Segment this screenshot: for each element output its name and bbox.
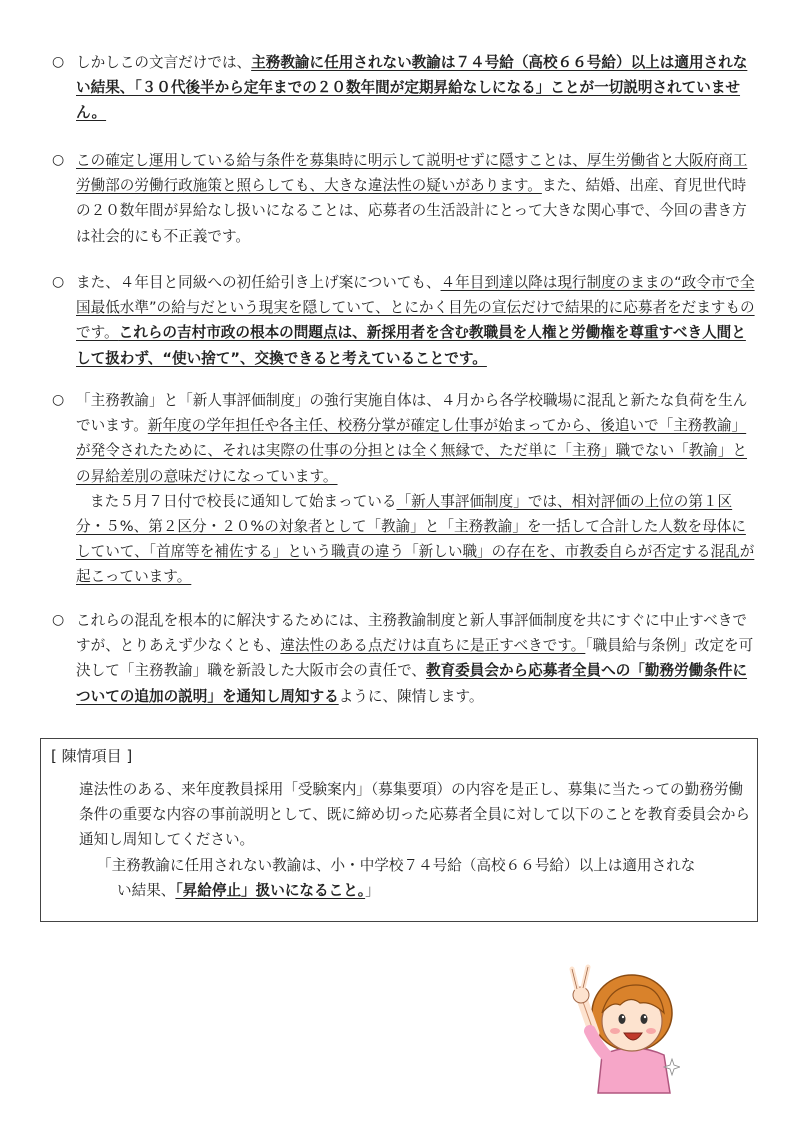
petition-quote-line-1: 「主務教諭に任用されない教諭は、小・中学校７４号給（高校６６号給）以上は適用されな: [97, 856, 696, 874]
p3-text-1: また、４年目と同級への初任給引き上げ案についても、: [76, 274, 441, 291]
p1-text-2-underlined: 主務教諭に任用されない教諭は７４号給（高校６６号給）以上は適用されない結果、「３０代後半から定年までの２０数年間が定期昇給なしになる」ことが一切説明されていません。: [76, 54, 748, 122]
petition-items-body: [79, 777, 755, 903]
paragraph-4: [52, 388, 758, 590]
bullet-icon: ○: [52, 612, 65, 628]
p5-text-2-underlined: 違法性のある点だけは直ちに是正すべきです。: [280, 637, 586, 655]
bullet-icon: ○: [52, 152, 65, 168]
paragraph-3: [52, 270, 758, 371]
petition-items-title: [ 陳情項目 ]: [51, 747, 133, 765]
p1-text-1: しかしこの文言だけでは、: [76, 54, 252, 71]
p5-text-5: ように、陳情します。: [338, 687, 484, 705]
petition-items-box: [40, 738, 758, 922]
bullet-icon: ○: [52, 392, 65, 408]
p4-text-2-underlined: 新年度の学年担任や各主任、校務分掌が確定し仕事が始まってから、後追いで「主務教諭」が発令されたために、それは実際の仕事の分担とは全く無縁で、ただ単に「主務」職でない「教諭」との昇給差別の意味だけになっています。: [76, 417, 748, 485]
bullet-icon: ○: [52, 54, 65, 70]
p3-text-3-underlined-bold: これらの吉村市政の根本の問題点は、新採用者を含む教職員を人権と労働権を尊重すべき人間として扱わず、“使い捨て”、交換できると考えていることです。: [76, 324, 746, 367]
petition-items-text: 違法性のある、来年度教員採用「受験案内」（募集要項）の内容を是正し、募集に当たっての勤務労働条件の重要な内容の事前説明として、既に締め切った応募者全員に対して以下のことを教育委員会から通知し周知してください。: [79, 781, 751, 849]
p5-text-3: 「職員給与条例」改定を可決して「主務教諭」職を新設した大阪市会の責任で、: [76, 637, 754, 680]
p2-text-1-underlined: この確定し運用している給与条件を募集時に明示して説明せずに隠すことは、厚生労働省と大阪府商工労働部の労働行政施策と照らしても、大きな違法性の疑いがあります。: [76, 152, 748, 195]
paragraph-1: [52, 50, 758, 126]
p4-text-3: また５月７日付で校長に通知して始まっている: [90, 492, 397, 510]
petition-quote-2c: 」: [365, 881, 380, 899]
p5-text-1: これらの混乱を根本的に解決するためには、主務教諭制度と新人事評価制度を共にすぐに中止すべきですが、とりあえず少なくとも、: [76, 612, 748, 655]
p4-text-1: 「主務教諭」と「新人事評価制度」の強行実施自体は、４月から各学校職場に混乱と新たな負荷を生んでいます。: [76, 392, 748, 435]
petition-quote-line-2: [117, 878, 755, 903]
paragraph-2: [52, 148, 758, 249]
p4-text-4-underlined: 「新人事評価制度」では、相対評価の上位の第１区分・５%、第２区分・２０%の対象者として「教諭」と「主務教諭」を一括して合計した人数を母体にしていて、「首席等を補佐する」という職責の違う「新しい職」の存在を、市教委自らが否定する混乱が起こっています。: [76, 492, 755, 586]
p2-text-2: また、結婚、出産、育児世代時の２０数年間が昇給なし扱いになることは、応募者の生活設計にとって大きな関心事で、今回の書き方は社会的にも不正義です。: [76, 177, 747, 245]
p5-text-4-underlined-bold: 教育委員会から応募者全員への「勤務労働条件についての追加の説明」を通知し周知する: [76, 662, 748, 705]
p3-text-2-underlined: ４年目到達以降は現行制度のままの“政令市で全国最低水準”の給与だという現実を隠していて、とにかく目先の宣伝だけで結果的に応募者をだますものです。: [76, 274, 755, 342]
petition-quote-2b-underlined: 「昇給停止」扱いになること。: [175, 881, 366, 899]
petition-quote-2a: い結果、: [117, 881, 176, 899]
paragraph-5: [52, 608, 758, 709]
girl-peace-sign-illustration: [560, 955, 680, 1095]
bullet-icon: ○: [52, 274, 65, 290]
